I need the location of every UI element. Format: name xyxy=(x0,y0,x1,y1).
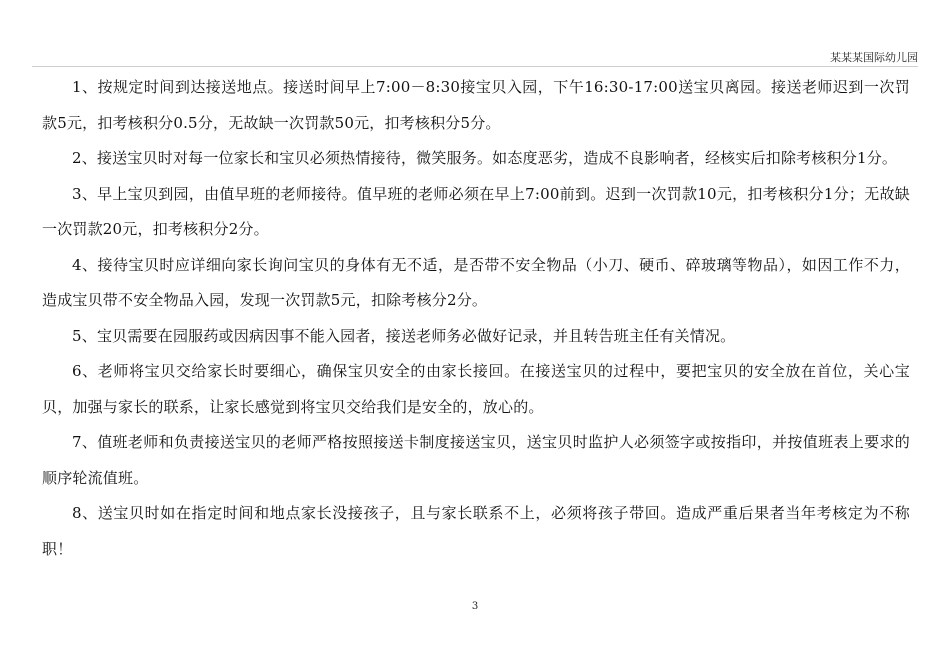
rule-paragraph-6: 6、老师将宝贝交给家长时要细心，确保宝贝安全的由家长接回。在接送宝贝的过程中，要把宝贝的安全放在首位，关心宝贝，加强与家长的联系，让家长感觉到将宝贝交给我们是安全的，放心的。 xyxy=(42,362,910,416)
rule-paragraph-1: 1、按规定时间到达接送地点。接送时间早上7:00－8:30接宝贝入园，下午16:30-17:00送宝贝离园。接送老师迟到一次罚款5元，扣考核积分0.5分，无故缺一次罚款50元，扣考核积分5分。 xyxy=(42,78,910,132)
rule-paragraph-2: 2、接送宝贝时对每一位家长和宝贝必须热情接待，微笑服务。如态度恶劣，造成不良影响者，经核实后扣除考核积分1分。 xyxy=(72,149,898,167)
rule-paragraph-5: 5、宝贝需要在园服药或因病因事不能入园者，接送老师务必做好记录，并且转告班主任有关情况。 xyxy=(72,326,736,345)
rule-paragraph-8: 8、送宝贝时如在指定时间和地点家长没接孩子，且与家长联系不上，必须将孩子带回。造成严重后果者当年考核定为不称职！ xyxy=(42,504,910,558)
rule-paragraph-7: 7、值班老师和负责接送宝贝的老师严格按照接送卡制度接送宝贝，送宝贝时监护人必须签字或按指印，并按值班表上要求的顺序轮流值班。 xyxy=(42,433,910,487)
rule-paragraph-4: 4、接待宝贝时应详细向家长询问宝贝的身体有无不适，是否带不安全物品（小刀、硬币、碎玻璃等物品），如因工作不力，造成宝贝带不安全物品入园，发现一次罚款5元，扣除考核分2分。 xyxy=(42,255,910,309)
rule-paragraph-3: 3、早上宝贝到园，由值早班的老师接待。值早班的老师必须在早上7:00前到。迟到一次罚款10元，扣考核积分1分；无故缺一次罚款20元，扣考核积分2分。 xyxy=(42,184,910,238)
page-header-organization: 某某某国际幼儿园 xyxy=(830,51,918,64)
page-number: 3 xyxy=(471,601,479,612)
header-divider xyxy=(32,66,918,67)
document-body xyxy=(42,70,910,567)
